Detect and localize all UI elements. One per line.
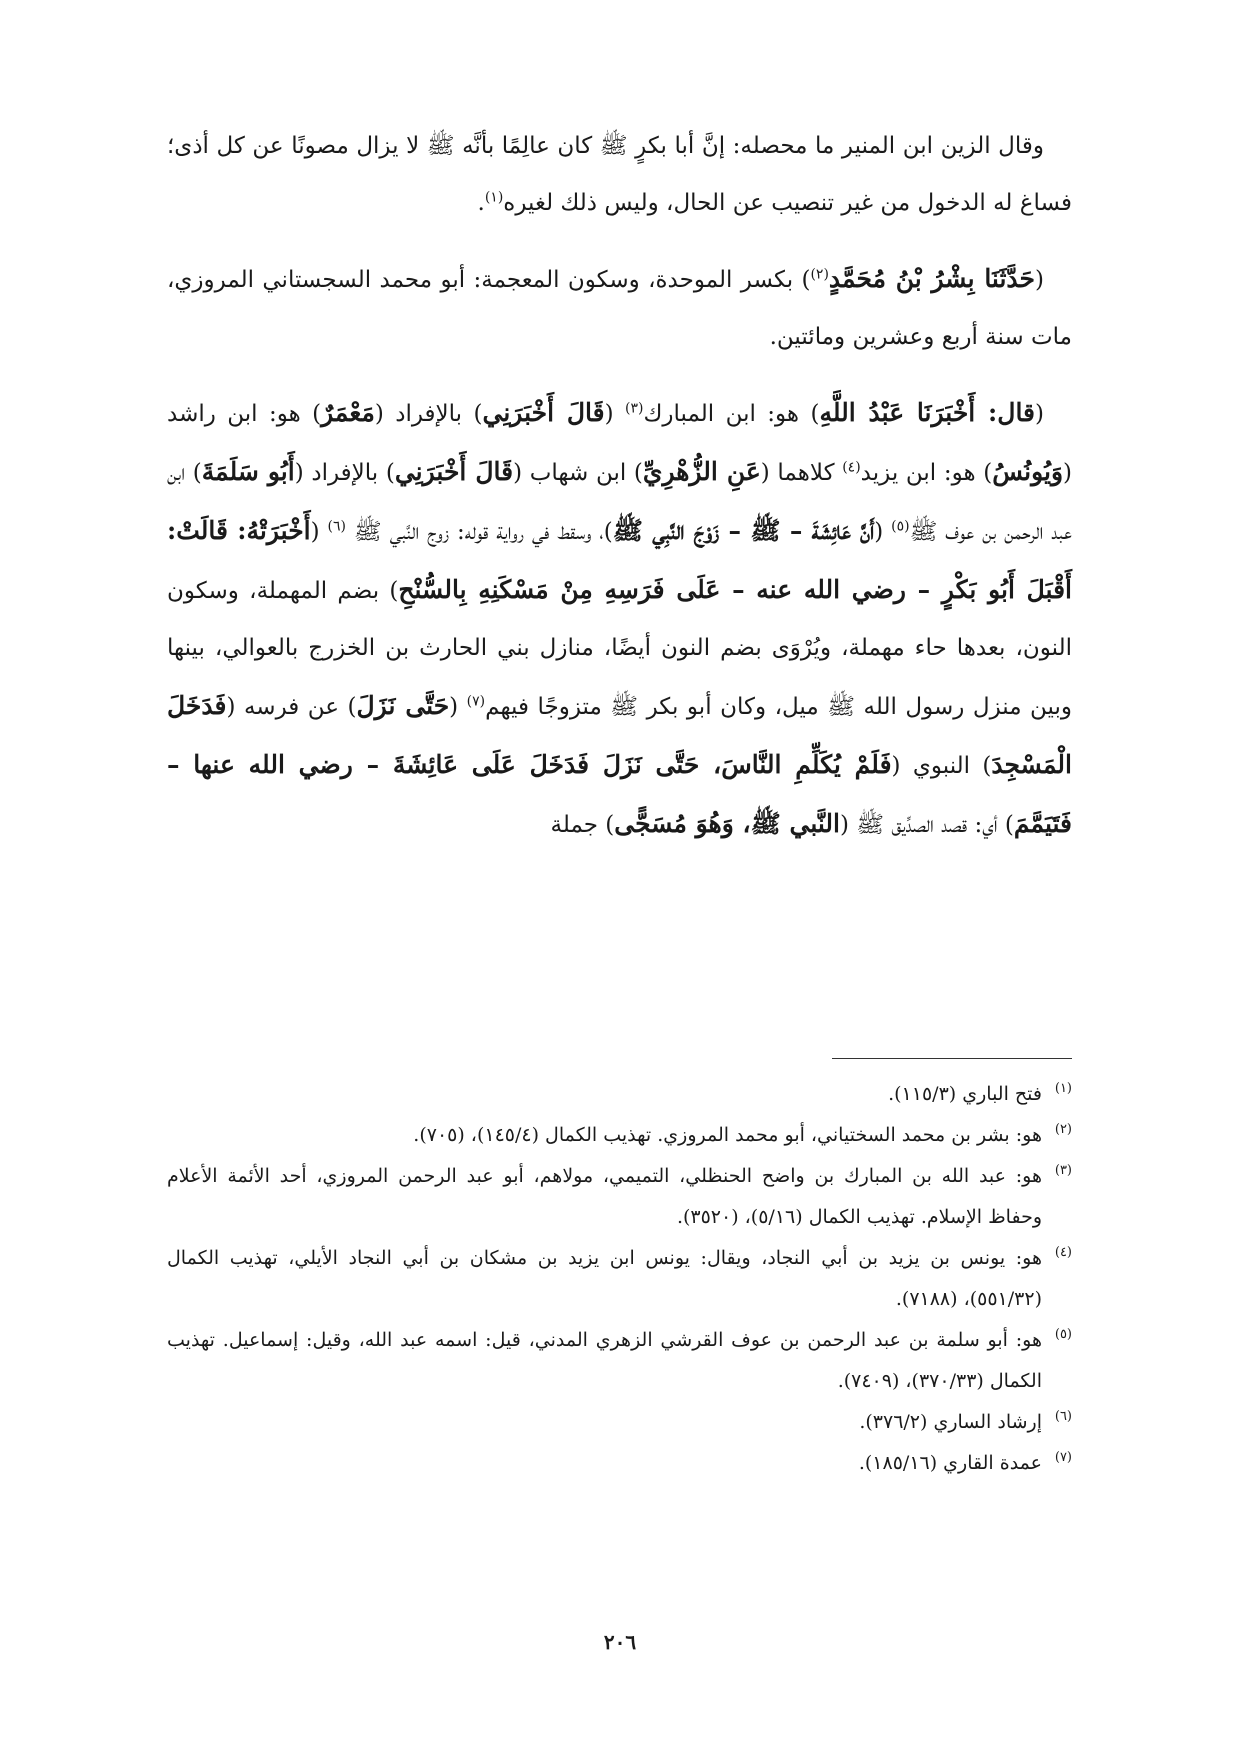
commentary-text: )، وسقط في رواية قوله: زوج النَّبي ﷺ	[345, 519, 613, 545]
footnote-text: هو: يونس بن يزيد بن أبي النجاد، ويقال: يونس ابن يزيد بن مشكان بن أبي النجاد الأيلي، تهذيب الكمال (٥٥١/٣٢)، (٧١٨٨).	[167, 1247, 1042, 1310]
footnote	[167, 1443, 1072, 1484]
hadith-text: أَخْبَرَتْهُ: قَالَتْ: أَقْبَلَ أَبُو بَكْرٍ – رضي الله عنه – عَلَى فَرَسِهِ مِنْ مَسْكَنِهِ بِالسُّنْحِ	[167, 516, 1072, 604]
hadith-text: حَدَّثَنَا بِشْرُ بْنُ مُحَمَّدٍ	[828, 264, 1036, 293]
footnote-reference: (٣)	[624, 400, 644, 417]
commentary-text: ) ابن شهاب (	[513, 460, 643, 486]
footnote	[167, 1074, 1072, 1115]
commentary-text: كلاهما (	[760, 460, 843, 486]
hadith-text: حَتَّى نَزَلَ	[356, 691, 450, 720]
footnote	[167, 1402, 1072, 1443]
hadith-text: النَّبي ﷺ، وَهُوَ مُسَجًّى	[614, 809, 840, 838]
footnote-text: هو: عبد الله بن المبارك بن واضح الحنظلي، التميمي، مولاهم، أبو عبد الرحمن المروزي، أحد الأئمة الأعلام وحفاظ الإسلام. تهذيب الكمال (٥/١٦)، (٣٥٢٠).	[167, 1165, 1042, 1228]
hadith-text: فَدَخَلَ الْمَسْجِدَ	[167, 691, 1072, 779]
footnote-number: (٦)	[1054, 1409, 1072, 1424]
footnote-text: هو: أبو سلمة بن عبد الرحمن بن عوف القرشي الزهري المدني، قيل: اسمه عبد الله، وقيل: إسماعيل. تهذيب الكمال (٣٧٠/٣٣)، (٧٤٠٩).	[167, 1329, 1042, 1392]
body-paragraph	[167, 384, 1072, 854]
footnotes	[167, 1074, 1072, 1484]
commentary-text: ) عن فرسه (	[226, 694, 357, 720]
commentary-text: (	[1035, 401, 1044, 427]
body-paragraph	[167, 118, 1072, 232]
commentary-text: (	[449, 694, 467, 720]
footnote-text: عمدة القاري (١٨٥/١٦).	[858, 1452, 1042, 1474]
footnote-separator	[832, 1058, 1072, 1059]
hadith-text: أَبُو سَلَمَةَ	[201, 457, 295, 486]
footnote-text: هو: بشر بن محمد السختياني، أبو محمد المروزي. تهذيب الكمال (١٤٥/٤)، (٧٠٥).	[413, 1124, 1042, 1146]
footnote-text: فتح الباري (١١٥/٣).	[888, 1083, 1042, 1105]
footnote	[167, 1156, 1072, 1238]
footnote	[167, 1320, 1072, 1402]
footnote-reference: (٧)	[466, 693, 486, 710]
footnote-reference: (٥)	[891, 518, 910, 535]
commentary-text: ) بكسر الموحدة، وسكون المعجمة: أبو محمد السجستاني المروزي، مات سنة أربع وعشرين ومائتين.	[167, 267, 1072, 350]
hadith-text: أَنَّ عَائِشَةَ – ﷺ – زَوْجَ النَّبِي ﷺ	[612, 516, 875, 545]
hadith-text: وَيُونُسُ	[992, 457, 1064, 486]
footnote-text: إرشاد الساري (٣٧٦/٢).	[859, 1411, 1042, 1433]
hadith-text: قال: أَخْبَرَنَا عَبْدُ اللَّهِ	[819, 398, 1036, 427]
footnote-number: (٣)	[1054, 1163, 1072, 1178]
footnote-number: (١)	[1054, 1081, 1072, 1096]
hadith-text: قَالَ أَخْبَرَنِي	[482, 398, 605, 427]
hadith-text: مَعْمَرٌ	[321, 398, 375, 427]
commentary-text: ) بضم المهملة، وسكون النون، بعدها حاء مهملة، ويُرْوَى بضم النون أيضًا، منازل بني الحارث بن الخزرج بالعوالي، بينها وبين منزل رسول الله ﷺ ميل، وكان أبو بكر ﷺ متزوجًا فيهم	[167, 578, 1072, 720]
commentary-text: ) هو: ابن المبارك	[643, 401, 820, 427]
commentary-text: (	[874, 519, 892, 545]
commentary-text: ) هو: ابن يزيد	[860, 460, 993, 486]
commentary-text: وقال الزين ابن المنير ما محصله: إنَّ أبا بكرٍ ﷺ كان عالِمًا بأنَّه ﷺ لا يزال مصونًا عن كل أذى؛ فساغ له الدخول من غير تنصيب عن الحال، وليس ذلك لغيره	[167, 133, 1072, 216]
footnote-number: (٤)	[1054, 1245, 1072, 1260]
commentary-text: (	[604, 401, 625, 427]
footnote-number: (٧)	[1054, 1450, 1072, 1465]
body-paragraph	[167, 250, 1072, 366]
footnote-number: (٢)	[1054, 1122, 1072, 1137]
commentary-text: ) النبوي (	[891, 753, 992, 779]
hadith-text: قَالَ أَخْبَرَنِي	[394, 457, 514, 486]
commentary-text: .	[477, 190, 485, 216]
footnote	[167, 1238, 1072, 1320]
commentary-text: ) بالإفراد (	[374, 401, 483, 427]
commentary-text: (	[1035, 267, 1044, 293]
commentary-text: (	[310, 519, 328, 545]
commentary-text: ) بالإفراد (	[294, 460, 395, 486]
commentary-text: ) جملة	[550, 812, 615, 838]
commentary-text: ) ابن عبد الرحمن بن عوف ﷺ	[167, 460, 1072, 545]
page-number: ٢٠٦	[603, 1630, 637, 1654]
footnote-number: (٥)	[1054, 1327, 1072, 1342]
footnote	[167, 1115, 1072, 1156]
footnote-reference: (١)	[484, 189, 504, 206]
hadith-text: عَنِ الزُّهْرِيِّ	[642, 457, 761, 486]
footnote-reference: (٤)	[842, 459, 861, 476]
main-text	[167, 118, 1072, 872]
commentary-text: ) هو: ابن راشد (	[167, 401, 1073, 486]
commentary-text: ) أي: قصد الصدِّيق ﷺ (	[839, 812, 1014, 838]
footnote-reference: (٢)	[810, 266, 829, 283]
hadith-text: فَلَمْ يُكَلِّمِ النَّاسَ، حَتَّى نَزَلَ فَدَخَلَ عَلَى عَائِشَةَ – رضي الله عنها – فَتَيَمَّمَ	[167, 750, 1072, 838]
footnote-reference: (٦)	[327, 518, 346, 535]
